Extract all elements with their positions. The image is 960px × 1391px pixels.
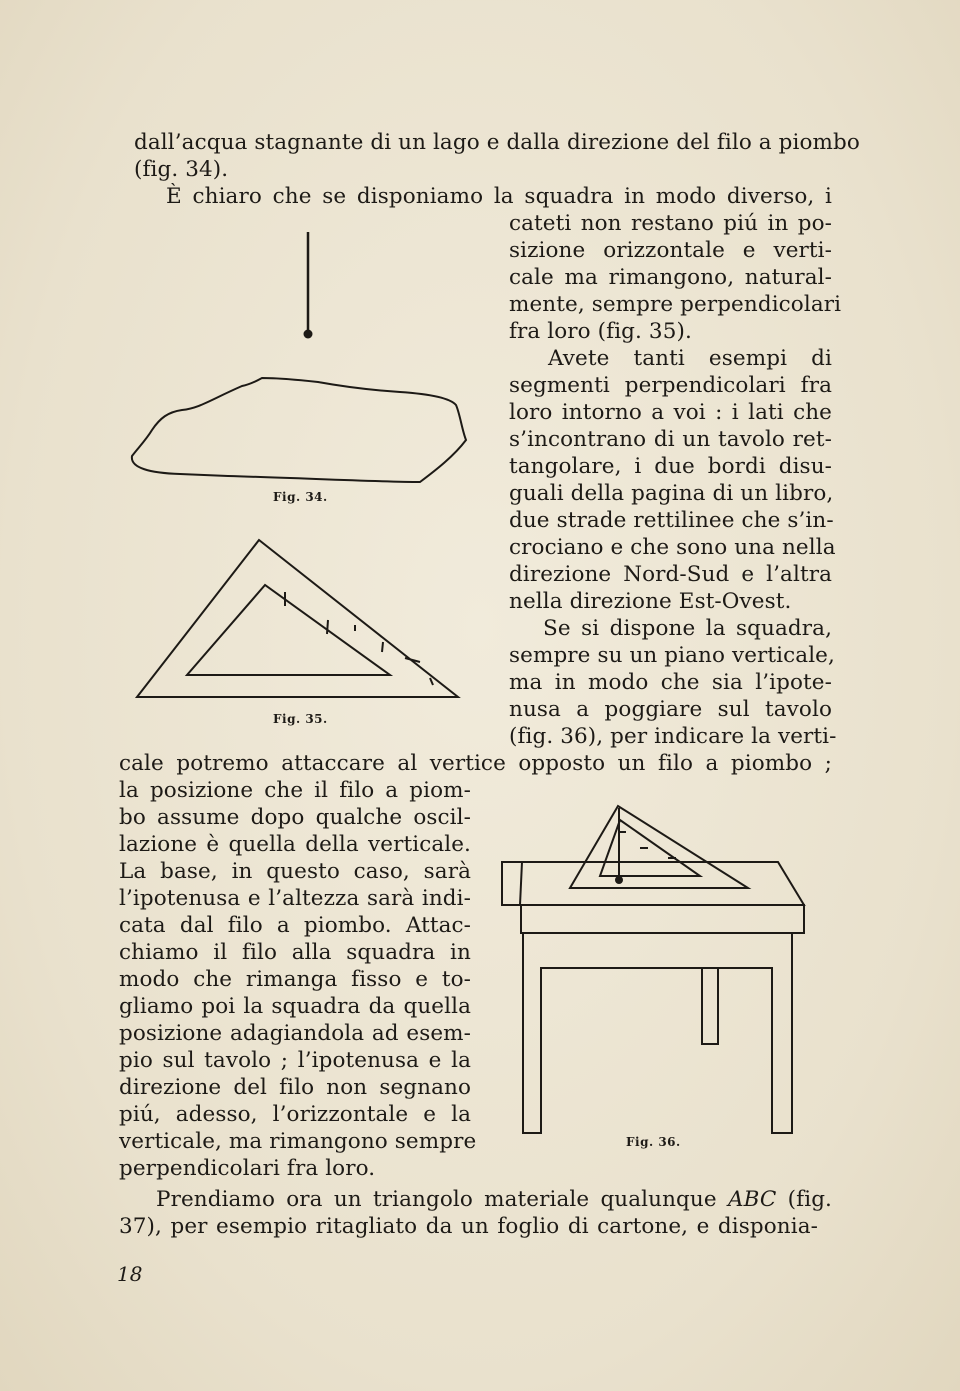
text-line: s’incontrano di un tavolo ret- — [509, 427, 832, 452]
text-line: l’ipotenusa e l’altezza sarà indi- — [119, 886, 471, 911]
text-line: pio sul tavolo ; l’ipotenusa e la — [119, 1048, 471, 1073]
text-line: (fig. 36), per indicare la verti- — [509, 724, 837, 749]
text-line: perpendicolari fra loro. — [119, 1156, 376, 1181]
text-line: Prendiamo ora un triangolo materiale qualunque ABC (fig. — [156, 1187, 832, 1212]
text-line: modo che rimanga fisso e to- — [119, 967, 471, 992]
text-line: bo assume dopo qualche oscil- — [119, 805, 471, 830]
text-line: nella direzione Est-Ovest. — [509, 589, 792, 614]
text-line: sizione orizzontale e verti- — [509, 238, 832, 263]
text-line: la posizione che il filo a piom- — [119, 778, 471, 803]
triangle-label-abc: ABC — [727, 1187, 777, 1212]
text-line: piú, adesso, l’orizzontale e la — [119, 1102, 471, 1127]
figure-34-caption: Fig. 34. — [273, 490, 328, 504]
text-line: gliamo poi la squadra da quella — [119, 994, 471, 1019]
text-line: due strade rettilinee che s’in- — [509, 508, 834, 533]
text-line: loro intorno a voi : i lati che — [509, 400, 832, 425]
text-line: lazione è quella della verticale. — [119, 832, 471, 857]
figure-36-caption: Fig. 36. — [626, 1135, 681, 1149]
text-line: cateti non restano piú in po- — [509, 211, 832, 236]
text-line: nusa a poggiare sul tavolo — [509, 697, 832, 722]
text-line: segmenti perpendicolari fra — [509, 373, 832, 398]
text-line: 37), per esempio ritagliato da un foglio di cartone, e disponia- — [119, 1214, 818, 1239]
text-line: direzione del filo non segnano — [119, 1075, 471, 1100]
text-line: tangolare, i due bordi disu- — [509, 454, 832, 479]
text-line: cata dal filo a piombo. Attac- — [119, 913, 471, 938]
text-line: Avete tanti esempi di — [548, 346, 832, 371]
text-line: mente, sempre perpendicolari — [509, 292, 842, 317]
text-line: dall’acqua stagnante di un lago e dalla direzione del filo a piombo — [134, 130, 860, 155]
text-line: cale potremo attaccare al vertice opposto un filo a piombo ; — [119, 751, 832, 776]
text-line: ma in modo che sia l’ipote- — [509, 670, 832, 695]
text-line: crociano e che sono una nella — [509, 535, 836, 560]
text-line: guali della pagina di un libro, — [509, 481, 834, 506]
text-line: chiamo il filo alla squadra in — [119, 940, 471, 965]
text-line: sempre su un piano verticale, — [509, 643, 835, 668]
text-line: Se si dispone la squadra, — [543, 616, 832, 641]
page-number: 18 — [117, 1262, 143, 1286]
text-line: (fig. 34). — [134, 157, 229, 182]
text-line: verticale, ma rimangono sempre — [119, 1129, 477, 1154]
text-line: cale ma rimangono, natural- — [509, 265, 832, 290]
text-line: direzione Nord-Sud e l’altra — [509, 562, 832, 587]
text-line: La base, in questo caso, sarà — [119, 859, 471, 884]
text-line: È chiaro che se disponiamo la squadra in modo diverso, i — [166, 184, 832, 209]
text-line: fra loro (fig. 35). — [509, 319, 692, 344]
figure-35-caption: Fig. 35. — [273, 712, 328, 726]
text-line: posizione adagiandola ad esem- — [119, 1021, 471, 1046]
